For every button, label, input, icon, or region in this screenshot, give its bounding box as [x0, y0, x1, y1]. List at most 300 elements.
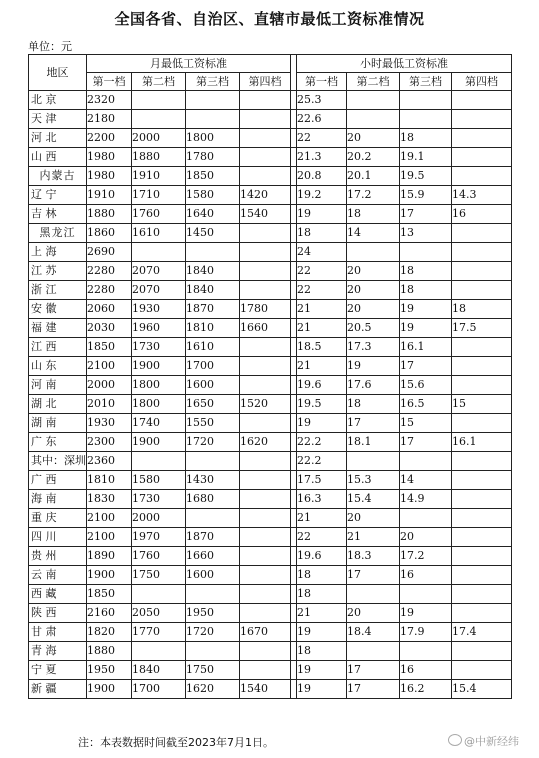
monthly-tier-2-cell: 2070 — [132, 281, 186, 300]
monthly-tier-1-cell: 2180 — [87, 110, 132, 129]
table-row — [29, 414, 512, 433]
table-row — [29, 281, 512, 300]
region-cell: 吉 林 — [29, 205, 87, 224]
table-row — [29, 262, 512, 281]
header-monthly-tier-2: 第二档 — [132, 73, 186, 91]
monthly-tier-1-cell: 1950 — [87, 661, 132, 680]
hourly-tier-1-cell: 22 — [297, 528, 347, 547]
region-cell: 青 海 — [29, 642, 87, 661]
monthly-tier-3-cell: 1600 — [186, 376, 240, 395]
hourly-tier-3-cell — [400, 243, 452, 262]
hourly-tier-2-cell: 20 — [347, 281, 400, 300]
monthly-tier-2-cell: 2000 — [132, 509, 186, 528]
hourly-tier-1-cell: 19.2 — [297, 186, 347, 205]
monthly-tier-3-cell: 1640 — [186, 205, 240, 224]
monthly-tier-3-cell: 1750 — [186, 661, 240, 680]
monthly-tier-4-cell — [240, 376, 291, 395]
monthly-tier-4-cell — [240, 129, 291, 148]
hourly-tier-4-cell: 15.4 — [452, 680, 512, 699]
hourly-tier-3-cell: 17 — [400, 433, 452, 452]
monthly-tier-1-cell: 2160 — [87, 604, 132, 623]
weibo-icon — [448, 734, 462, 746]
region-cell: 重 庆 — [29, 509, 87, 528]
hourly-tier-4-cell — [452, 224, 512, 243]
monthly-tier-4-cell: 1540 — [240, 680, 291, 699]
hourly-tier-1-cell: 18 — [297, 642, 347, 661]
table-row — [29, 585, 512, 604]
monthly-tier-3-cell: 1610 — [186, 338, 240, 357]
table-row — [29, 319, 512, 338]
region-cell: 宁 夏 — [29, 661, 87, 680]
hourly-tier-1-cell: 18.5 — [297, 338, 347, 357]
monthly-tier-2-cell: 1840 — [132, 661, 186, 680]
monthly-tier-4-cell — [240, 471, 291, 490]
region-cell: 安 徽 — [29, 300, 87, 319]
header-monthly: 月最低工资标准 — [87, 55, 291, 73]
monthly-tier-1-cell: 2280 — [87, 281, 132, 300]
header-hourly-tier-4: 第四档 — [452, 73, 512, 91]
monthly-tier-4-cell — [240, 262, 291, 281]
hourly-tier-4-cell — [452, 490, 512, 509]
monthly-tier-3-cell: 1720 — [186, 433, 240, 452]
region-cell: 西 藏 — [29, 585, 87, 604]
monthly-tier-2-cell: 1750 — [132, 566, 186, 585]
monthly-tier-1-cell: 1910 — [87, 186, 132, 205]
region-cell: 海 南 — [29, 490, 87, 509]
monthly-tier-3-cell — [186, 585, 240, 604]
monthly-tier-2-cell — [132, 452, 186, 471]
monthly-tier-1-cell: 2320 — [87, 91, 132, 110]
hourly-tier-4-cell — [452, 129, 512, 148]
hourly-tier-2-cell: 17.3 — [347, 338, 400, 357]
monthly-tier-3-cell: 1870 — [186, 528, 240, 547]
monthly-tier-2-cell — [132, 110, 186, 129]
hourly-tier-4-cell: 15 — [452, 395, 512, 414]
region-cell: 山 东 — [29, 357, 87, 376]
hourly-tier-2-cell: 20 — [347, 300, 400, 319]
monthly-tier-2-cell: 2000 — [132, 129, 186, 148]
hourly-tier-2-cell: 15.4 — [347, 490, 400, 509]
region-cell: 上 海 — [29, 243, 87, 262]
hourly-tier-4-cell — [452, 167, 512, 186]
hourly-tier-1-cell: 21 — [297, 300, 347, 319]
hourly-tier-3-cell: 13 — [400, 224, 452, 243]
region-cell: 北 京 — [29, 91, 87, 110]
hourly-tier-1-cell: 19 — [297, 680, 347, 699]
monthly-tier-1-cell: 2000 — [87, 376, 132, 395]
header-hourly-tier-1: 第一档 — [297, 73, 347, 91]
hourly-tier-1-cell: 22 — [297, 262, 347, 281]
hourly-tier-4-cell — [452, 262, 512, 281]
hourly-tier-2-cell: 17.6 — [347, 376, 400, 395]
monthly-tier-3-cell: 1620 — [186, 680, 240, 699]
hourly-tier-1-cell: 21 — [297, 357, 347, 376]
monthly-tier-4-cell — [240, 338, 291, 357]
hourly-tier-2-cell: 14 — [347, 224, 400, 243]
monthly-tier-2-cell: 1580 — [132, 471, 186, 490]
hourly-tier-1-cell: 24 — [297, 243, 347, 262]
hourly-tier-2-cell — [347, 642, 400, 661]
hourly-tier-3-cell: 16.5 — [400, 395, 452, 414]
hourly-tier-3-cell: 19.1 — [400, 148, 452, 167]
header-monthly-tier-4: 第四档 — [240, 73, 291, 91]
hourly-tier-4-cell — [452, 338, 512, 357]
monthly-tier-4-cell — [240, 490, 291, 509]
table-row — [29, 680, 512, 699]
monthly-tier-3-cell: 1850 — [186, 167, 240, 186]
hourly-tier-3-cell: 15.6 — [400, 376, 452, 395]
hourly-tier-1-cell: 21 — [297, 319, 347, 338]
monthly-tier-3-cell — [186, 642, 240, 661]
monthly-tier-1-cell: 2690 — [87, 243, 132, 262]
region-cell: 贵 州 — [29, 547, 87, 566]
hourly-tier-4-cell — [452, 148, 512, 167]
table-row — [29, 148, 512, 167]
table-row — [29, 490, 512, 509]
monthly-tier-2-cell: 1930 — [132, 300, 186, 319]
table-row — [29, 566, 512, 585]
region-cell: 新 疆 — [29, 680, 87, 699]
hourly-tier-4-cell — [452, 661, 512, 680]
document-title: 全国各省、自治区、直辖市最低工资标准情况 — [114, 10, 425, 28]
hourly-tier-4-cell — [452, 281, 512, 300]
hourly-tier-2-cell — [347, 91, 400, 110]
hourly-tier-3-cell: 18 — [400, 129, 452, 148]
monthly-tier-4-cell: 1420 — [240, 186, 291, 205]
hourly-tier-4-cell — [452, 547, 512, 566]
hourly-tier-2-cell: 20.2 — [347, 148, 400, 167]
hourly-tier-2-cell: 20 — [347, 129, 400, 148]
hourly-tier-1-cell: 19.6 — [297, 547, 347, 566]
monthly-tier-1-cell: 1880 — [87, 205, 132, 224]
monthly-tier-2-cell: 1960 — [132, 319, 186, 338]
region-cell: 云 南 — [29, 566, 87, 585]
monthly-tier-3-cell: 1870 — [186, 300, 240, 319]
table-row — [29, 509, 512, 528]
hourly-tier-2-cell — [347, 452, 400, 471]
table-row — [29, 433, 512, 452]
header-hourly-tier-2: 第二档 — [347, 73, 400, 91]
table-row — [29, 547, 512, 566]
monthly-tier-2-cell: 1910 — [132, 167, 186, 186]
table-row — [29, 604, 512, 623]
hourly-tier-2-cell: 21 — [347, 528, 400, 547]
monthly-tier-2-cell: 1900 — [132, 433, 186, 452]
monthly-tier-1-cell: 1900 — [87, 680, 132, 699]
monthly-tier-3-cell: 1950 — [186, 604, 240, 623]
monthly-tier-4-cell — [240, 224, 291, 243]
monthly-tier-4-cell — [240, 585, 291, 604]
monthly-tier-2-cell: 1800 — [132, 395, 186, 414]
table-row — [29, 452, 512, 471]
table-row — [29, 243, 512, 262]
monthly-tier-1-cell: 2300 — [87, 433, 132, 452]
monthly-tier-4-cell: 1540 — [240, 205, 291, 224]
monthly-tier-2-cell: 2050 — [132, 604, 186, 623]
monthly-tier-2-cell: 1760 — [132, 205, 186, 224]
region-cell: 湖 北 — [29, 395, 87, 414]
monthly-tier-2-cell: 1770 — [132, 623, 186, 642]
hourly-tier-2-cell — [347, 243, 400, 262]
hourly-tier-2-cell: 17 — [347, 661, 400, 680]
hourly-tier-3-cell: 16.1 — [400, 338, 452, 357]
table-row — [29, 186, 512, 205]
hourly-tier-3-cell: 20 — [400, 528, 452, 547]
hourly-tier-2-cell: 19 — [347, 357, 400, 376]
hourly-tier-3-cell — [400, 509, 452, 528]
monthly-tier-2-cell: 1730 — [132, 490, 186, 509]
monthly-tier-1-cell: 1830 — [87, 490, 132, 509]
region-cell: 天 津 — [29, 110, 87, 129]
hourly-tier-3-cell: 18 — [400, 281, 452, 300]
monthly-tier-2-cell: 1740 — [132, 414, 186, 433]
monthly-tier-2-cell: 1610 — [132, 224, 186, 243]
monthly-tier-1-cell: 2010 — [87, 395, 132, 414]
hourly-tier-4-cell — [452, 604, 512, 623]
monthly-tier-3-cell — [186, 91, 240, 110]
hourly-tier-4-cell — [452, 528, 512, 547]
hourly-tier-3-cell: 16 — [400, 566, 452, 585]
hourly-tier-2-cell: 17 — [347, 414, 400, 433]
monthly-tier-1-cell: 1820 — [87, 623, 132, 642]
table-row — [29, 661, 512, 680]
unit-label: 单位：元 — [28, 40, 72, 53]
monthly-tier-4-cell: 1620 — [240, 433, 291, 452]
monthly-tier-3-cell — [186, 110, 240, 129]
region-cell: 广 西 — [29, 471, 87, 490]
monthly-tier-1-cell: 2100 — [87, 509, 132, 528]
monthly-tier-1-cell: 1850 — [87, 338, 132, 357]
monthly-tier-4-cell — [240, 414, 291, 433]
monthly-tier-1-cell: 2360 — [87, 452, 132, 471]
table-row — [29, 471, 512, 490]
hourly-tier-3-cell: 17 — [400, 357, 452, 376]
monthly-tier-1-cell: 1860 — [87, 224, 132, 243]
wage-table — [28, 54, 512, 699]
hourly-tier-2-cell: 20 — [347, 604, 400, 623]
monthly-tier-1-cell: 1850 — [87, 585, 132, 604]
watermark-text: @中新经纬 — [464, 735, 519, 748]
monthly-tier-4-cell — [240, 528, 291, 547]
region-cell: 河 南 — [29, 376, 87, 395]
monthly-tier-4-cell — [240, 281, 291, 300]
monthly-tier-2-cell: 1970 — [132, 528, 186, 547]
hourly-tier-3-cell: 16 — [400, 661, 452, 680]
hourly-tier-4-cell — [452, 585, 512, 604]
hourly-tier-2-cell — [347, 110, 400, 129]
footnote: 注：本表数据时间截至2023年7月1日。 — [78, 736, 274, 749]
monthly-tier-1-cell: 2100 — [87, 357, 132, 376]
table-row — [29, 395, 512, 414]
hourly-tier-3-cell: 15.9 — [400, 186, 452, 205]
hourly-tier-2-cell: 18 — [347, 395, 400, 414]
header-monthly-tier-1: 第一档 — [87, 73, 132, 91]
hourly-tier-2-cell: 18.1 — [347, 433, 400, 452]
hourly-tier-4-cell: 14.3 — [452, 186, 512, 205]
hourly-tier-1-cell: 19 — [297, 414, 347, 433]
region-cell: 四 川 — [29, 528, 87, 547]
hourly-tier-4-cell: 17.5 — [452, 319, 512, 338]
monthly-tier-4-cell — [240, 604, 291, 623]
hourly-tier-3-cell: 19.5 — [400, 167, 452, 186]
region-cell: 江 西 — [29, 338, 87, 357]
monthly-tier-3-cell: 1550 — [186, 414, 240, 433]
table-row — [29, 357, 512, 376]
monthly-tier-2-cell: 1760 — [132, 547, 186, 566]
monthly-tier-4-cell — [240, 547, 291, 566]
monthly-tier-2-cell — [132, 585, 186, 604]
monthly-tier-4-cell — [240, 167, 291, 186]
region-cell: 湖 南 — [29, 414, 87, 433]
hourly-tier-3-cell: 18 — [400, 262, 452, 281]
region-cell: 河 北 — [29, 129, 87, 148]
hourly-tier-3-cell: 15 — [400, 414, 452, 433]
region-cell: 江 苏 — [29, 262, 87, 281]
region-cell: 山 西 — [29, 148, 87, 167]
monthly-tier-2-cell — [132, 243, 186, 262]
monthly-tier-1-cell: 2200 — [87, 129, 132, 148]
hourly-tier-2-cell: 20.5 — [347, 319, 400, 338]
region-cell: 广 东 — [29, 433, 87, 452]
monthly-tier-1-cell: 2060 — [87, 300, 132, 319]
monthly-tier-3-cell — [186, 243, 240, 262]
monthly-tier-3-cell: 1810 — [186, 319, 240, 338]
monthly-tier-3-cell — [186, 452, 240, 471]
monthly-tier-3-cell — [186, 509, 240, 528]
hourly-tier-3-cell: 17.9 — [400, 623, 452, 642]
hourly-tier-2-cell: 15.3 — [347, 471, 400, 490]
region-cell: 福 建 — [29, 319, 87, 338]
monthly-tier-4-cell — [240, 243, 291, 262]
header-hourly-tier-3: 第三档 — [400, 73, 452, 91]
hourly-tier-1-cell: 22 — [297, 281, 347, 300]
monthly-tier-1-cell: 1980 — [87, 167, 132, 186]
monthly-tier-2-cell: 1880 — [132, 148, 186, 167]
region-cell: 辽 宁 — [29, 186, 87, 205]
hourly-tier-2-cell: 20 — [347, 509, 400, 528]
monthly-tier-3-cell: 1840 — [186, 281, 240, 300]
hourly-tier-4-cell — [452, 243, 512, 262]
hourly-tier-4-cell — [452, 376, 512, 395]
region-cell: 黑龙江 — [29, 224, 87, 243]
hourly-tier-2-cell: 17 — [347, 680, 400, 699]
monthly-tier-1-cell: 1890 — [87, 547, 132, 566]
monthly-tier-3-cell: 1700 — [186, 357, 240, 376]
monthly-tier-2-cell — [132, 642, 186, 661]
hourly-tier-1-cell: 18 — [297, 566, 347, 585]
table-row — [29, 205, 512, 224]
hourly-tier-4-cell — [452, 452, 512, 471]
hourly-tier-1-cell: 25.3 — [297, 91, 347, 110]
table-row — [29, 129, 512, 148]
hourly-tier-3-cell: 17.2 — [400, 547, 452, 566]
monthly-tier-2-cell: 1710 — [132, 186, 186, 205]
monthly-tier-3-cell: 1450 — [186, 224, 240, 243]
monthly-tier-3-cell: 1580 — [186, 186, 240, 205]
hourly-tier-1-cell: 16.3 — [297, 490, 347, 509]
monthly-tier-4-cell — [240, 661, 291, 680]
hourly-tier-1-cell: 17.5 — [297, 471, 347, 490]
monthly-tier-2-cell — [132, 91, 186, 110]
hourly-tier-1-cell: 18 — [297, 585, 347, 604]
hourly-tier-1-cell: 19 — [297, 661, 347, 680]
hourly-tier-2-cell: 17.2 — [347, 186, 400, 205]
monthly-tier-1-cell: 1880 — [87, 642, 132, 661]
watermark — [448, 733, 519, 749]
hourly-tier-1-cell: 21.3 — [297, 148, 347, 167]
monthly-tier-4-cell — [240, 357, 291, 376]
hourly-tier-4-cell — [452, 91, 512, 110]
monthly-tier-4-cell: 1520 — [240, 395, 291, 414]
hourly-tier-4-cell: 17.4 — [452, 623, 512, 642]
monthly-tier-1-cell: 1930 — [87, 414, 132, 433]
region-cell: 内蒙古 — [29, 167, 87, 186]
hourly-tier-4-cell: 16 — [452, 205, 512, 224]
table-row — [29, 167, 512, 186]
monthly-tier-3-cell: 1430 — [186, 471, 240, 490]
monthly-tier-3-cell: 1780 — [186, 148, 240, 167]
hourly-tier-3-cell: 14.9 — [400, 490, 452, 509]
table-row — [29, 91, 512, 110]
monthly-tier-4-cell — [240, 566, 291, 585]
hourly-tier-3-cell: 14 — [400, 471, 452, 490]
monthly-tier-4-cell: 1670 — [240, 623, 291, 642]
hourly-tier-1-cell: 22 — [297, 129, 347, 148]
hourly-tier-2-cell: 20 — [347, 262, 400, 281]
monthly-tier-3-cell: 1720 — [186, 623, 240, 642]
hourly-tier-1-cell: 18 — [297, 224, 347, 243]
monthly-tier-1-cell: 1810 — [87, 471, 132, 490]
monthly-tier-3-cell: 1840 — [186, 262, 240, 281]
hourly-tier-3-cell: 17 — [400, 205, 452, 224]
hourly-tier-4-cell — [452, 414, 512, 433]
table-body — [29, 91, 512, 699]
table-row — [29, 110, 512, 129]
monthly-tier-4-cell: 1660 — [240, 319, 291, 338]
hourly-tier-3-cell — [400, 91, 452, 110]
monthly-tier-4-cell — [240, 509, 291, 528]
hourly-tier-2-cell: 18.4 — [347, 623, 400, 642]
hourly-tier-3-cell: 19 — [400, 319, 452, 338]
region-cell: 其中：深圳 — [29, 452, 87, 471]
hourly-tier-2-cell: 17 — [347, 566, 400, 585]
hourly-tier-1-cell: 21 — [297, 604, 347, 623]
hourly-tier-1-cell: 22.6 — [297, 110, 347, 129]
hourly-tier-3-cell — [400, 642, 452, 661]
monthly-tier-1-cell: 2100 — [87, 528, 132, 547]
table-row — [29, 338, 512, 357]
monthly-tier-4-cell — [240, 642, 291, 661]
hourly-tier-1-cell: 21 — [297, 509, 347, 528]
monthly-tier-1-cell: 1980 — [87, 148, 132, 167]
hourly-tier-3-cell — [400, 585, 452, 604]
table-row — [29, 300, 512, 319]
hourly-tier-4-cell — [452, 357, 512, 376]
monthly-tier-3-cell: 1680 — [186, 490, 240, 509]
monthly-tier-4-cell: 1780 — [240, 300, 291, 319]
header-region: 地区 — [29, 55, 87, 91]
monthly-tier-3-cell: 1600 — [186, 566, 240, 585]
monthly-tier-1-cell: 2280 — [87, 262, 132, 281]
monthly-tier-2-cell: 1700 — [132, 680, 186, 699]
hourly-tier-2-cell: 18 — [347, 205, 400, 224]
hourly-tier-3-cell — [400, 452, 452, 471]
monthly-tier-2-cell: 1900 — [132, 357, 186, 376]
hourly-tier-3-cell: 19 — [400, 604, 452, 623]
region-cell: 陕 西 — [29, 604, 87, 623]
hourly-tier-4-cell — [452, 110, 512, 129]
monthly-tier-4-cell — [240, 91, 291, 110]
